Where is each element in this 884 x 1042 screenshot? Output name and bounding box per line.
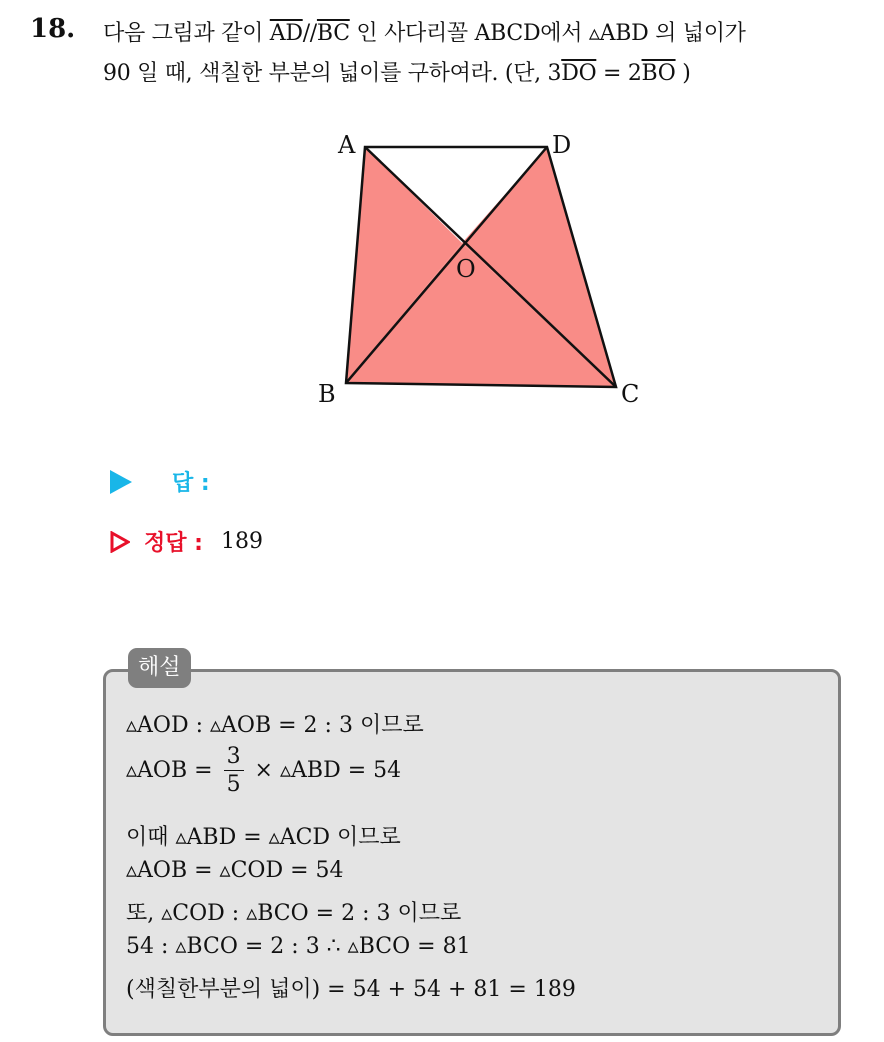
solution-line: 이때 ▵ABD = ▵ACD 이므로	[126, 825, 401, 850]
fraction-numerator: 3	[224, 746, 244, 771]
play-icon	[110, 470, 132, 494]
trapezoid-figure	[290, 115, 660, 415]
correct-answer-label: 정답 :	[144, 531, 203, 556]
solution-text: ▵AOB =	[126, 758, 220, 783]
question-line-2	[103, 56, 691, 87]
segment-bo: $\overline{BO}$	[641, 61, 676, 86]
parallel-symbol: //	[302, 21, 317, 46]
solution-tab: 해설	[128, 648, 191, 688]
fraction-denominator: 5	[226, 772, 241, 797]
question-text: 인 사다리꼴 ABCD에서 ▵ABD 의 넓이가	[349, 21, 746, 46]
question-line-1	[103, 16, 746, 47]
vertex-label-b: B	[318, 380, 336, 408]
question-text: )	[675, 61, 691, 86]
solution-line: 54 : ▵BCO = 2 : 3 ∴ ▵BCO = 81	[126, 934, 471, 959]
vertex-label-c: C	[621, 380, 640, 408]
correct-answer-row	[110, 526, 263, 557]
question-number: 18.	[30, 14, 76, 44]
solution-text: × ▵ABD = 54	[247, 758, 402, 783]
answer-label: 답 :	[172, 471, 210, 496]
answer-row	[110, 466, 210, 497]
solution-line: 또, ▵COD : ▵BCO = 2 : 3 이므로	[126, 901, 462, 926]
outline-triangle-icon	[110, 531, 130, 553]
solution-line: ▵AOB = ▵COD = 54	[126, 858, 344, 883]
solution-line	[126, 746, 401, 796]
question-text: = 2	[596, 61, 642, 86]
vertex-label-d: D	[552, 131, 572, 159]
vertex-label-o: O	[456, 255, 476, 283]
solution-line: (색칠한부분의 넓이) = 54 + 54 + 81 = 189	[126, 977, 576, 1002]
segment-do: $\overline{DO}$	[561, 61, 597, 86]
correct-answer-value: 189	[220, 529, 263, 554]
vertex-label-a: A	[338, 131, 356, 159]
segment-ad: $\overline{AD}$	[269, 21, 303, 46]
question-text: 다음 그림과 같이	[103, 21, 270, 46]
segment-bc: $\overline{BC}$	[316, 21, 350, 46]
fraction	[224, 746, 244, 796]
question-text: 90 일 때, 색칠한 부분의 넓이를 구하여라. (단, 3	[103, 61, 562, 86]
solution-line: ▵AOD : ▵AOB = 2 : 3 이므로	[126, 713, 424, 738]
